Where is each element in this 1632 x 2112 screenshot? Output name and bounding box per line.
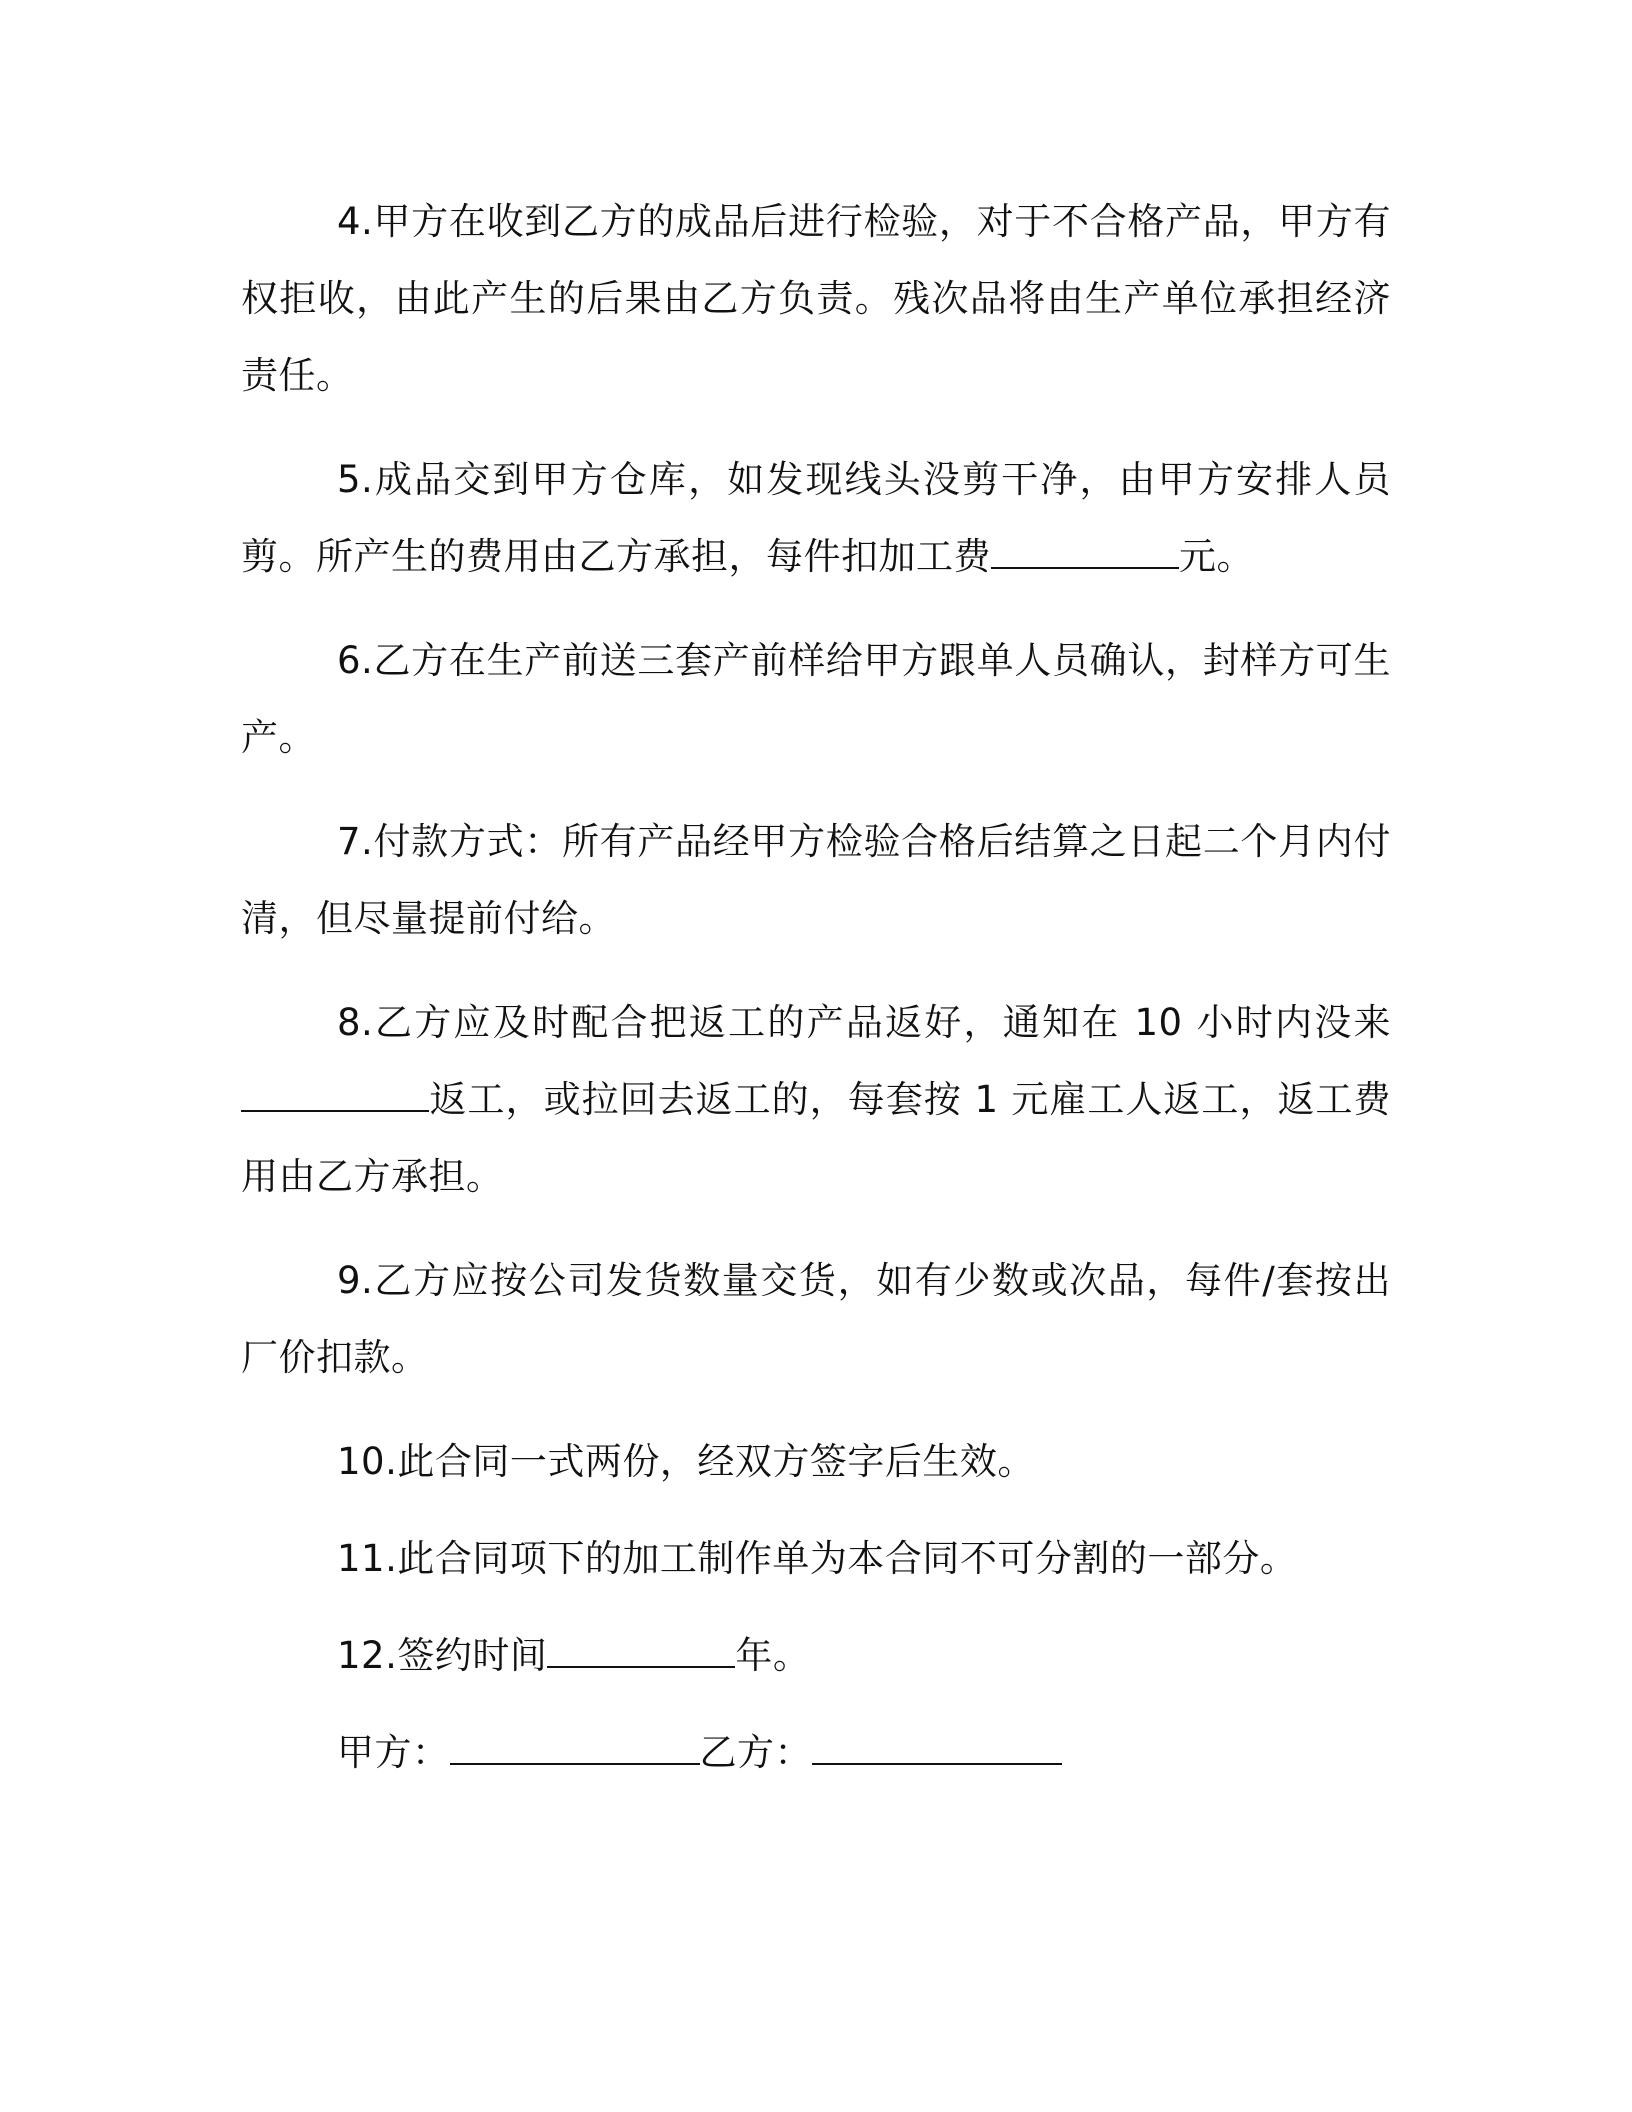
clause-12-text: 12.签约时间 [337,1634,548,1677]
clause-8 [241,984,1391,1215]
clause-7: 7.付款方式：所有产品经甲方检验合格后结算之日起二个月内付清，但尽量提前付给。 [241,820,1391,940]
party-b-signature-blank [812,1729,1062,1765]
clause-8-suffix: 返工，或拉回去返工的，每套按 1 元雇工人返工，返工费用由乙方承担。 [241,1078,1391,1198]
party-a-label: 甲方： [337,1731,450,1774]
clause-5-text: 5.成品交到甲方仓库，如发现线头没剪干净，由甲方安排人员剪。所产生的费用由乙方承担，每件扣加工费 [241,458,1391,578]
clause-11: 11.此合同项下的加工制作单为本合同不可分割的一部分。 [337,1537,1298,1580]
clause-12-suffix: 年。 [735,1634,811,1677]
party-a-signature-blank [450,1729,700,1765]
clause-6: 6.乙方在生产前送三套产前样给甲方跟单人员确认，封样方可生产。 [241,639,1391,759]
clause-5-suffix: 元。 [1179,535,1254,578]
clause-10: 10.此合同一式两份，经双方签字后生效。 [337,1440,1035,1483]
signing-date-blank [547,1632,735,1668]
rework-blank [241,1076,429,1112]
clause-9: 9.乙方应按公司发货数量交货，如有少数或次品，每件/套按出厂价扣款。 [241,1259,1391,1379]
clause-4: 4.甲方在收到乙方的成品后进行检验，对于不合格产品，甲方有权拒收，由此产生的后果由乙方负责。残次品将由生产单位承担经济责任。 [241,200,1391,397]
clause-5 [241,441,1391,595]
signature-row [241,1714,1391,1791]
clause-8-text: 8.乙方应及时配合把返工的产品返好，通知在 10 小时内没来 [337,1001,1391,1044]
clause-12 [241,1617,1391,1694]
party-b-label: 乙方： [699,1731,812,1774]
contract-body [241,183,1391,1791]
processing-fee-blank [991,533,1179,569]
